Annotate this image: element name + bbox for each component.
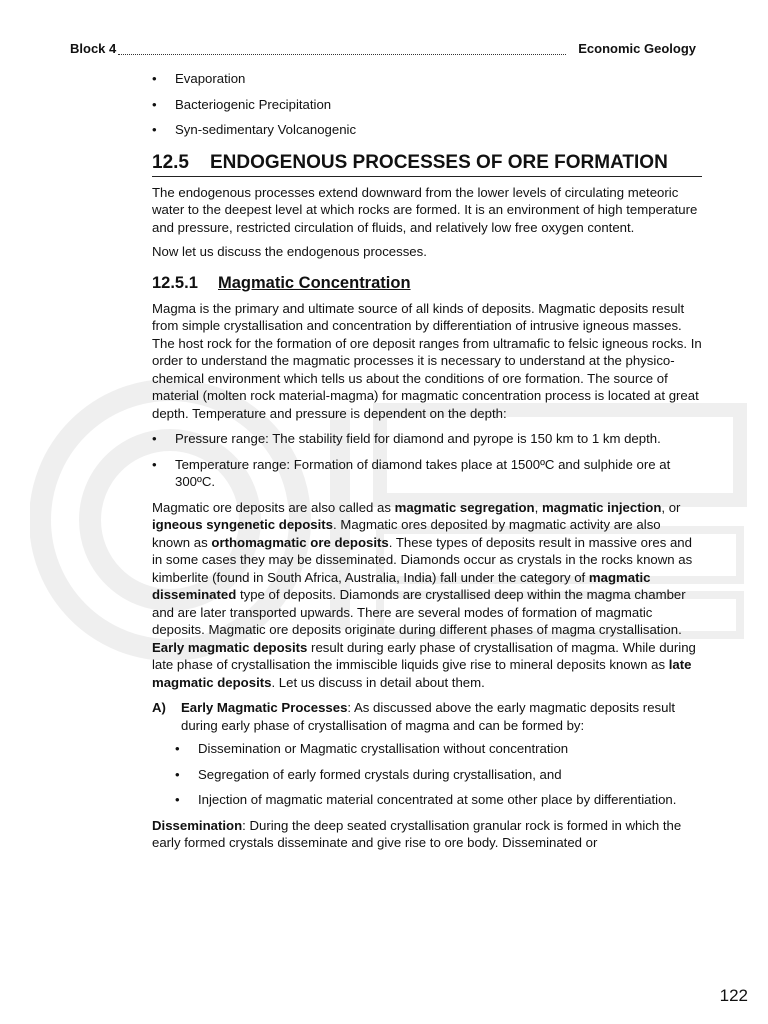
header-block: Block 4: [70, 41, 117, 56]
range-list: [152, 430, 702, 491]
subsection-number: 12.5.1: [152, 273, 198, 292]
page-header: [70, 40, 696, 58]
header-dotted-leader: [118, 54, 566, 55]
list-item: • Injection of magmatic material concentrated at some other place by differentiation.: [175, 791, 702, 809]
section-title: ENDOGENOUS PROCESSES OF ORE FORMATION: [210, 151, 668, 173]
header-course: Economic Geology: [578, 41, 696, 56]
early-process-list: [152, 740, 702, 809]
list-item: • Dissemination or Magmatic crystallisation without concentration: [175, 740, 702, 758]
intro-paragraph: The endogenous processes extend downward from the lower levels of circulating meteoric water to the deepest level at which rocks are formed. It is an environment of high temperature and pressure, restricted circulation of fluids, and relatively low free oxygen content.: [152, 184, 698, 235]
process-list: [152, 70, 702, 139]
item-a: [152, 699, 702, 734]
deposits-paragraph: Magmatic ore deposits are also called as magmatic segregation, magmatic injection, or igneous syngenetic deposits. Magmatic ores deposited by magmatic activity are also known as orthomagmatic ore deposits. These types of deposits result in massive ores and in some cases they may be disseminated. Diamonds occur as crystals in the rocks known as kimberlite (found in South Africa, Australia, India) fall under the category of magmatic disseminated type of deposits. Diamonds are crystallised deep within the magma chamber and are later transported upwards. There are several modes of formation of magmatic deposits. Magmatic ore deposits originate during different phases of magma crystallisation. Early magmatic deposits result during early phase of crystallisation of magma. While during late phase of crystallisation the immiscible liquids give rise to mineral deposits known as late magmatic deposits. Let us discuss in detail about them.: [152, 499, 696, 690]
item-a-text: : As discussed above the early magmatic deposits result during early phase of crystallisation of magma and can be formed by:: [181, 700, 676, 733]
list-item: • Temperature range: Formation of diamond takes place at 1500ºC and sulphide ore at 300ºC.: [152, 456, 702, 491]
subsection-title: Magmatic Concentration: [218, 273, 411, 292]
item-a-title: Early Magmatic Processes: [181, 700, 348, 715]
intro-paragraph-2: Now let us discuss the endogenous processes.: [152, 244, 427, 259]
page-content: [152, 70, 702, 852]
subsection-heading: [152, 273, 702, 293]
list-item: • Syn-sedimentary Volcanogenic: [152, 121, 702, 139]
item-a-body: [181, 699, 702, 734]
list-item: • Segregation of early formed crystals during crystallisation, and: [175, 766, 702, 784]
magma-paragraph: Magma is the primary and ultimate source of all kinds of deposits. Magmatic deposits result from simple crystallisation and concentration by differentiation of intrusive igneous masses. The host rock for the formation of ore deposit ranges from ultramafic to felsic igneous rocks. In order to understand the magmatic processes it is necessary to understand at the physico-chemical environment which tells us about the conditions of ore formation. The source of material (molten rock material-magma) for magmatic concentration process is located at great depth. Temperature and pressure is dependent on the depth:: [152, 300, 702, 421]
page-number: 122: [719, 986, 748, 1005]
dissemination-paragraph: Dissemination: During the deep seated crystallisation granular rock is formed in which the early formed crystals disseminate and give rise to ore body. Disseminated or: [152, 817, 682, 850]
list-item: • Evaporation: [152, 70, 702, 88]
section-number: 12.5: [152, 151, 189, 173]
section-heading: [152, 151, 702, 177]
list-item: • Bacteriogenic Precipitation: [152, 96, 702, 114]
item-a-label: A): [152, 700, 166, 715]
list-item: • Pressure range: The stability field for diamond and pyrope is 150 km to 1 km depth.: [152, 430, 702, 448]
